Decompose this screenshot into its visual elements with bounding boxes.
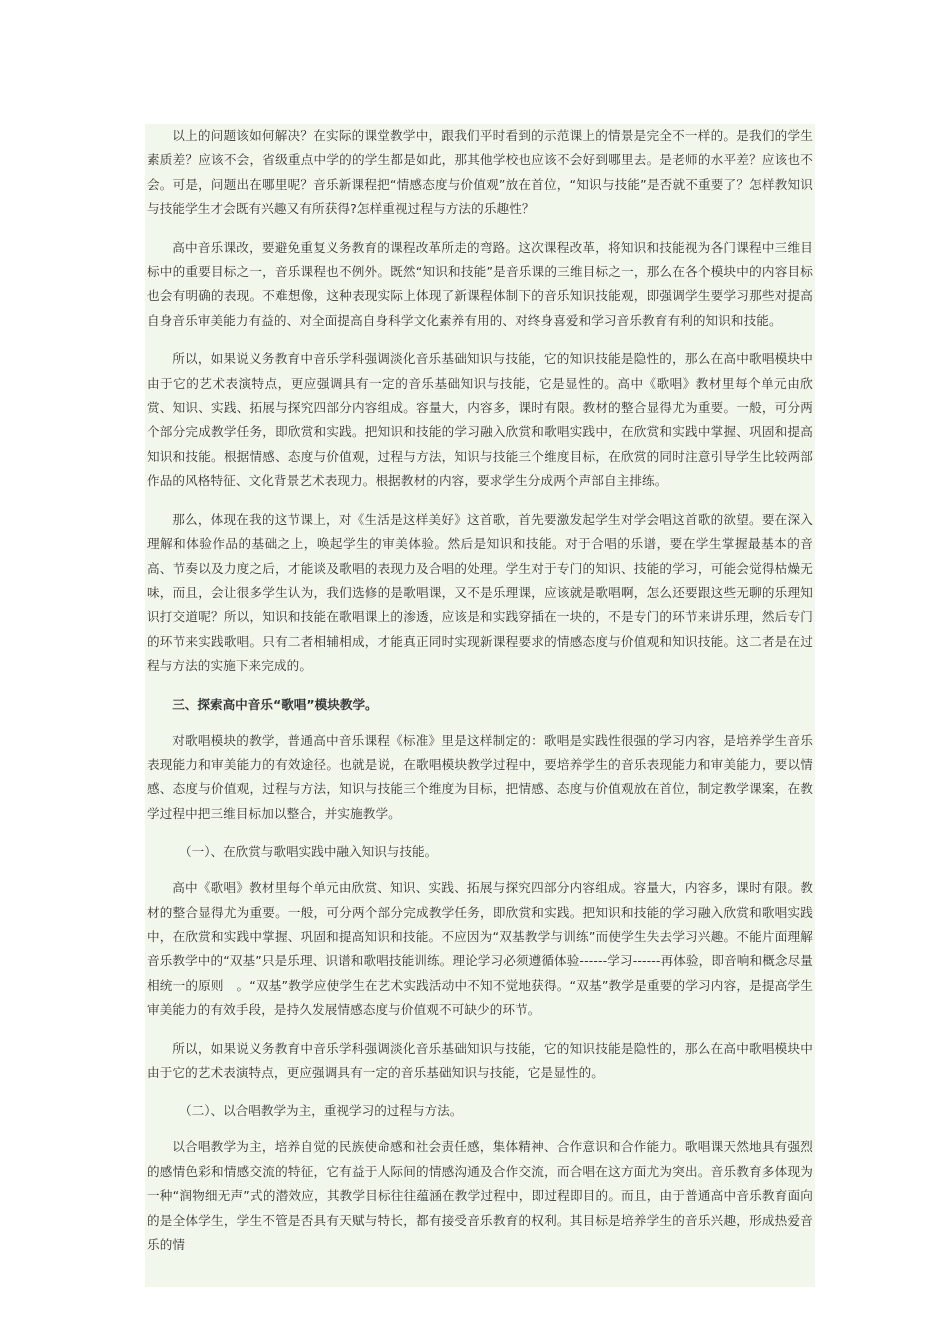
paragraph: 那么，体现在我的这节课上，对《生活是这样美好》这首歌，首先要激发起学生对学会唱这首歌的欲望。要在深入理解和体验作品的基础之上，唤起学生的审美体验。然后是知识和技能。对于合唱的乐谱，要在学生掌握最基本的音高、节奏以及力度之后，才能谈及歌唱的表现力及合唱的处理。学生对于专门的知识、技能的学习，可能会觉得枯燥无味，而且，会让很多学生认为，我们选修的是歌唱课，又不是乐理课，应该就是歌唱啊，怎么还要跟这些无聊的乐理知识打交道呢？所以，知识和技能在歌唱课上的渗透，应该是和实践穿插在一块的，不是专门的环节来讲乐理，然后专门的环节来实践歌唱。只有二者相辅相成，才能真正同时实现新课程要求的情感态度与价值观和知识技能。这二者是在过程与方法的实施下来完成的。: [147, 511, 813, 674]
paragraph: 对歌唱模块的教学，普通高中音乐课程《标准》里是这样制定的：歌唱是实践性很强的学习内容，是培养学生音乐表现能力和审美能力的有效途径。也就是说，在歌唱模块教学过程中，要培养学生的音乐表现能力和审美能力，要以情感、态度与价值观，过程与方法，知识与技能三个维度为目标，把情感、态度与价值观放在首位，制定教学课案，在教学过程中把三维目标加以整合，并实施教学。: [147, 732, 813, 821]
paragraph: 所以，如果说义务教育中音乐学科强调淡化音乐基础知识与技能，它的知识技能是隐性的，那么在高中歌唱模块中由于它的艺术表演特点，更应强调具有一定的音乐基础知识与技能，它是显性的。高中《歌唱》教材里每个单元由欣赏、知识、实践、拓展与探究四部分内容组成。容量大，内容多，课时有限。教材的整合显得尤为重要。一般，可分两个部分完成教学任务，即欣赏和实践。把知识和技能的学习融入欣赏和歌唱实践中，在欣赏和实践中掌握、巩固和提高知识和技能。根据情感、态度与价值观，过程与方法，知识与技能三个维度目标，在欣赏的同时注意引导学生比较两部作品的风格特征、文化背景艺术表现力。根据教材的内容，要求学生分成两个声部自主排练。: [147, 351, 813, 489]
paragraph: 所以，如果说义务教育中音乐学科强调淡化音乐基础知识与技能，它的知识技能是隐性的，那么在高中歌唱模块中由于它的艺术表演特点，更应强调具有一定的音乐基础知识与技能，它是显性的。: [147, 1040, 813, 1080]
paragraph: 以上的问题该如何解决？在实际的课堂教学中，跟我们平时看到的示范课上的情景是完全不一样的。是我们的学生素质差？应该不会，省级重点中学的的学生都是如此，那其他学校也应该不会好到哪里去。是老师的水平差？应该也不会。可是，问题出在哪里呢？音乐新课程把“情感态度与价值观”放在首位，“知识与技能”是否就不重要了？怎样教知识与技能学生才会既有兴趣又有所获得?怎样重视过程与方法的乐趣性？: [147, 128, 813, 217]
paragraph: 高中音乐课改，要避免重复义务教育的课程改革所走的弯路。这次课程改革，将知识和技能视为各门课程中三维目标中的重要目标之一，音乐课程也不例外。既然“知识和技能”是音乐课的三维目标之一，那么在各个模块中的内容目标也会有明确的表现。不难想像，这种表现实际上体现了新课程体制下的音乐知识技能观，即强调学生要学习那些对提高自身音乐审美能力有益的、对全面提高自身科学文化素养有用的、对终身喜爱和学习音乐教育有利的知识和技能。: [147, 239, 813, 328]
subsection-heading: （二）、以合唱教学为主，重视学习的过程与方法。: [179, 1103, 463, 1119]
paragraph: 高中《歌唱》教材里每个单元由欣赏、知识、实践、拓展与探究四部分内容组成。容量大，内容多，课时有限。教材的整合显得尤为重要。一般，可分两个部分完成教学任务，即欣赏和实践。把知识和技能的学习融入欣赏和歌唱实践中，在欣赏和实践中掌握、巩固和提高知识和技能。不应因为“双基教学与训练”而使学生失去学习兴趣。不能片面理解音乐教学中的“双基”只是乐理、识谱和歌唱技能训练。理论学习必须遵循体验------学习------再体验，即音响和概念尽量相统一的原则 。“双基”教学应使学生在艺术实践活动中不知不觉地获得。“双基”教学是重要的学习内容，是提高学生审美能力的有效手段，是持久发展情感态度与价值观不可缺少的环节。: [147, 880, 813, 1018]
subsection-heading: （一）、在欣赏与歌唱实践中融入知识与技能。: [179, 844, 438, 860]
paragraph: 以合唱教学为主，培养自觉的民族使命感和社会责任感，集体精神、合作意识和合作能力。歌唱课天然地具有强烈的感情色彩和情感交流的特征，它有益于人际间的情感沟通及合作交流，而合唱在这方面尤为突出。音乐教育多体现为一种“润物细无声”式的潜效应，其教学目标往往蕴涵在教学过程中，即过程即目的。而且，由于普通高中音乐教育面向的是全体学生，学生不管是否具有天赋与特长，都有接受音乐教育的权利。其目标是培养学生的音乐兴趣，形成热爱音乐的情: [147, 1139, 813, 1253]
section-heading: 三、探索高中音乐“歌唱”模块教学。: [172, 696, 378, 712]
article-body: [145, 124, 815, 1287]
